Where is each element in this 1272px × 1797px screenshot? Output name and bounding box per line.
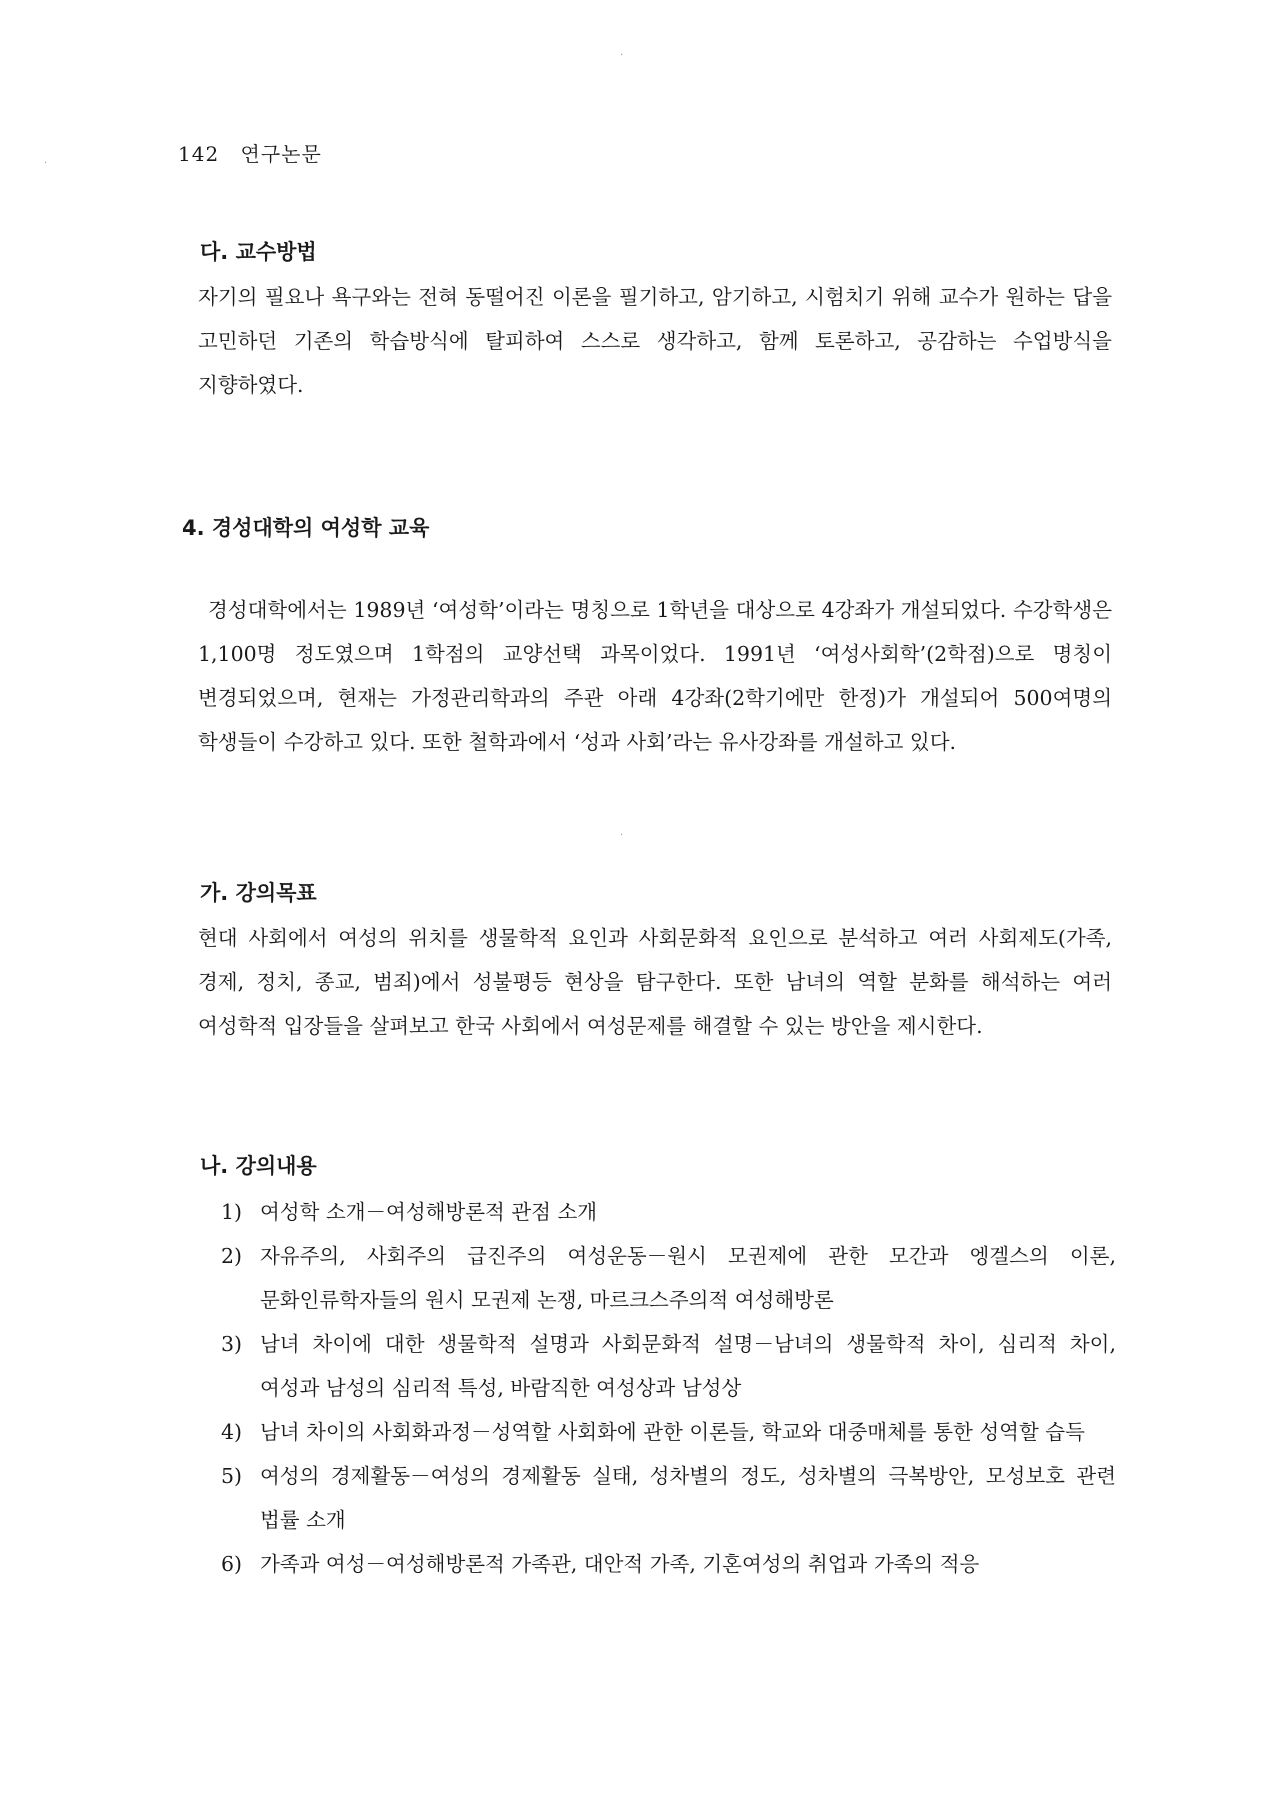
section-heading-na: 나. 강의내용 (200, 1154, 317, 1178)
running-head-title: 연구논문 (240, 142, 322, 166)
section-body-ga: 현대 사회에서 여성의 위치를 생물학적 요인과 사회문화적 요인으로 분석하고 여러 사회제도(가족, 경제, 정치, 종교, 범죄)에서 성불평등 현상을 탐구한다. 또한 남녀의 역할 분화를 해석하는 여러 여성학적 입장들을 살펴보고 한국 사회에서 여성문제를 해결할 수 있는 방안을 제시한다. (198, 926, 1112, 1038)
scan-speck: · (620, 50, 624, 61)
list-item-number: 5) (220, 1464, 242, 1488)
list-item-text: 여성의 경제활동－여성의 경제활동 실태, 성차별의 정도, 성차별의 극복방안, 모성보호 관련 법률 소개 (260, 1464, 1116, 1532)
section-heading-da: 다. 교수방법 (200, 240, 317, 264)
list-item-text: 남녀 차이에 대한 생물학적 설명과 사회문화적 설명－남녀의 생물학적 차이, 심리적 차이, 여성과 남성의 심리적 특성, 바람직한 여성상과 남성상 (260, 1332, 1116, 1400)
scan-speck: · (44, 158, 48, 169)
page-number: 142 (178, 142, 220, 166)
list-item-number: 4) (220, 1420, 242, 1444)
section-body-4: 경성대학에서는 1989년 ‘여성학’이라는 명칭으로 1학년을 대상으로 4강좌가 개설되었다. 수강학생은 1,100명 정도였으며 1학점의 교양선택 과목이었다. 1991년 ‘여성사회학’(2학점)으로 명칭이 변경되었으며, 현재는 가정관리학과의 주관 아래 4강좌(2학기에만 한정)가 개설되어 500여명의 학생들이 수강하고 있다. 또한 철학과에서 ‘성과 사회’라는 유사강좌를 개설하고 있다. (198, 598, 1112, 754)
list-item (198, 1410, 1116, 1454)
section-heading-4: 4. 경성대학의 여성학 교육 (182, 516, 430, 540)
list-item (198, 1322, 1116, 1410)
list-item (198, 1542, 1116, 1586)
list-item-number: 2) (220, 1244, 242, 1268)
lecture-content-list (198, 1190, 1116, 1586)
section-body-da: 자기의 필요나 욕구와는 전혀 동떨어진 이론을 필기하고, 암기하고, 시험치기 위해 교수가 원하는 답을 고민하던 기존의 학습방식에 탈피하여 스스로 생각하고, 함께 토론하고, 공감하는 수업방식을 지향하였다. (198, 285, 1112, 397)
running-head (178, 138, 322, 167)
scan-speck: · (620, 830, 624, 841)
list-item-number: 1) (220, 1200, 242, 1224)
section-heading-ga: 가. 강의목표 (200, 881, 317, 905)
list-item (198, 1234, 1116, 1322)
list-item-number: 3) (220, 1332, 242, 1356)
list-item-text: 자유주의, 사회주의 급진주의 여성운동－원시 모권제에 관한 모간과 엥겔스의 이론, 문화인류학자들의 원시 모권제 논쟁, 마르크스주의적 여성해방론 (260, 1244, 1116, 1312)
list-item-text: 가족과 여성－여성해방론적 가족관, 대안적 가족, 기혼여성의 취업과 가족의 적응 (260, 1552, 980, 1576)
list-item (198, 1190, 1116, 1234)
list-item (198, 1454, 1116, 1542)
list-item-text: 여성학 소개－여성해방론적 관점 소개 (260, 1200, 598, 1224)
list-item-number: 6) (220, 1552, 242, 1576)
list-item-text: 남녀 차이의 사회화과정－성역할 사회화에 관한 이론들, 학교와 대중매체를 통한 성역할 습득 (260, 1420, 1085, 1444)
